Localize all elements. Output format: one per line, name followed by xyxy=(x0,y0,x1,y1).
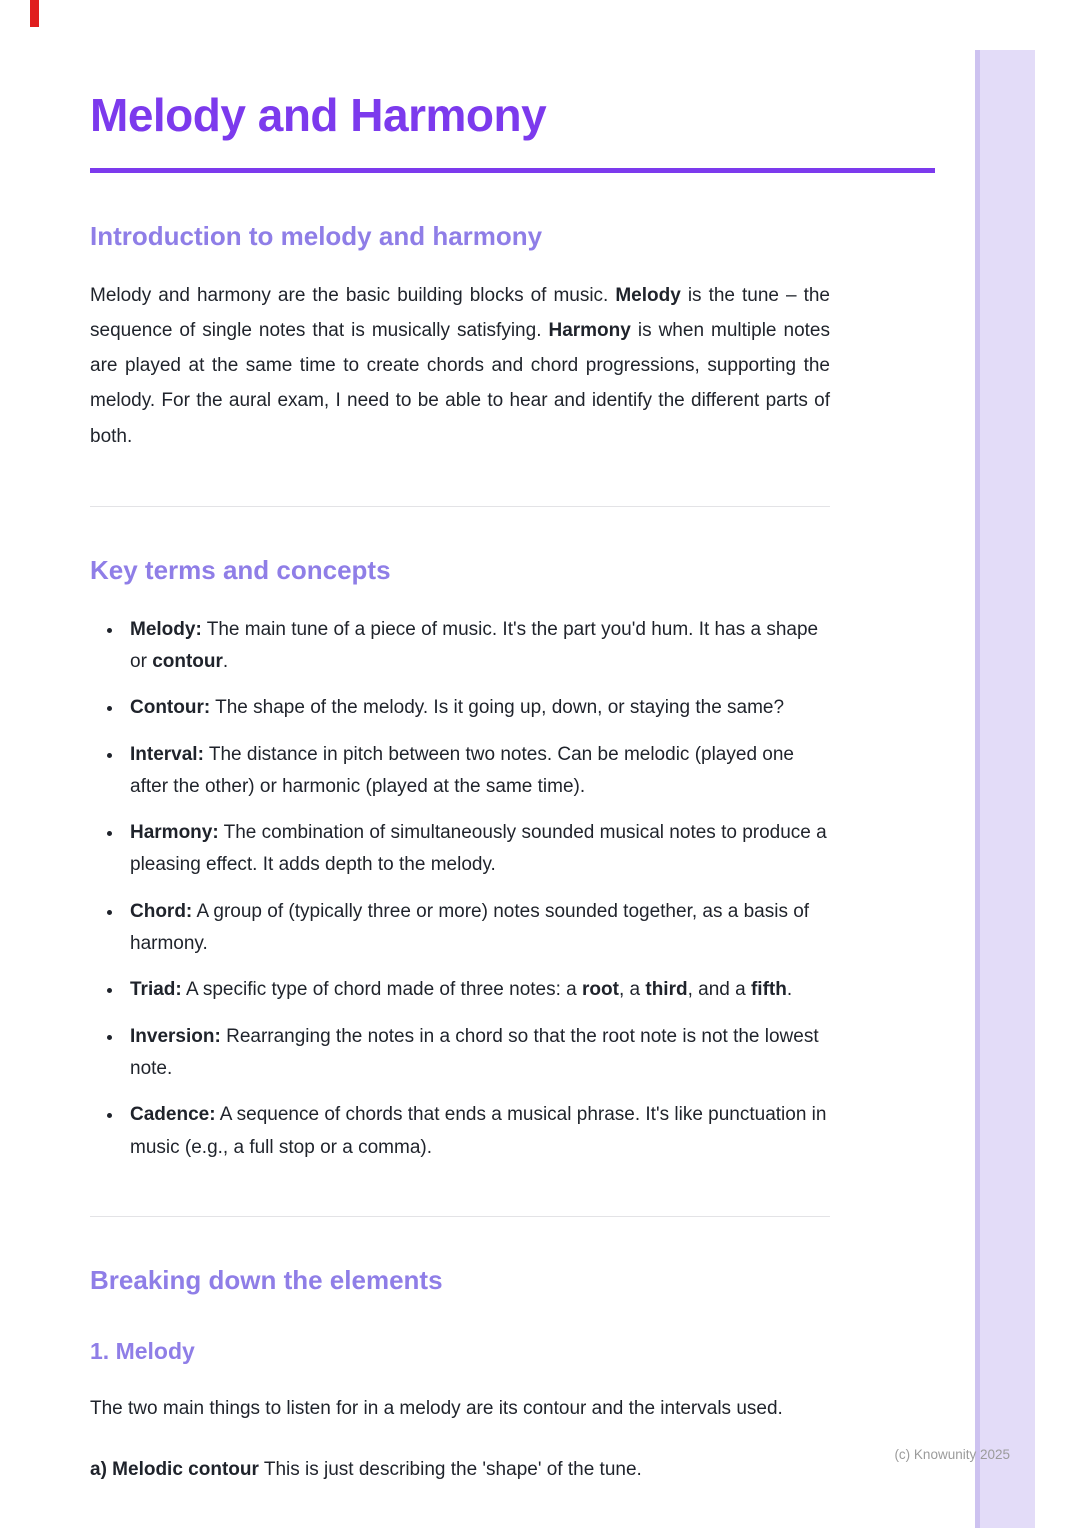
section-divider xyxy=(90,506,830,507)
list-item: • Cadence: A sequence of chords that ends a musical phrase. It's like punctuation in music (e.g., a full stop or a comma). xyxy=(124,1099,830,1164)
list-item: • Triad: A specific type of chord made of three notes: a root, a third, and a fifth. xyxy=(124,974,830,1006)
key-terms-list xyxy=(90,614,830,1164)
red-accent-mark xyxy=(30,0,39,27)
melodic-contour-paragraph: a) Melodic contour This is just describing the 'shape' of the tune. xyxy=(90,1459,642,1480)
list-item: • Harmony: The combination of simultaneously sounded musical notes to produce a pleasing effect. It adds depth to the melody. xyxy=(124,817,830,882)
list-item: • Melody: The main tune of a piece of music. It's the part you'd hum. It has a shape or contour. xyxy=(124,614,830,679)
section-heading-breaking-down: Breaking down the elements xyxy=(90,1264,443,1295)
right-margin-strip xyxy=(975,50,1035,1528)
list-item: • Interval: The distance in pitch between two notes. Can be melodic (played one after the other) or harmonic (played at the same time). xyxy=(124,739,830,804)
title-underline xyxy=(90,168,935,173)
intro-paragraph: Melody and harmony are the basic building blocks of music. Melody is the tune – the sequence of single notes that is musically satisfying. Harmony is when multiple notes are played at the same time to create chords and chord progressions, supporting the melody. For the aural exam, I need to be able to hear and identify the different parts of both. xyxy=(90,285,830,447)
melody-intro-paragraph: The two main things to listen for in a melody are its contour and the intervals used. xyxy=(90,1397,783,1419)
section-heading-introduction: Introduction to melody and harmony xyxy=(90,221,543,251)
section-divider xyxy=(90,1216,830,1217)
section-heading-key-terms: Key terms and concepts xyxy=(90,554,391,585)
page-title: Melody and Harmony xyxy=(90,89,547,141)
list-item: • Inversion: Rearranging the notes in a chord so that the root note is not the lowest note. xyxy=(124,1021,830,1086)
page-content xyxy=(90,0,830,1487)
copyright-footer: (c) Knowunity 2025 xyxy=(894,1447,1010,1462)
list-item: • Contour: The shape of the melody. Is it going up, down, or staying the same? xyxy=(124,692,830,724)
list-item: • Chord: A group of (typically three or more) notes sounded together, as a basis of harmony. xyxy=(124,896,830,961)
subsection-heading-melody: 1. Melody xyxy=(90,1337,195,1364)
